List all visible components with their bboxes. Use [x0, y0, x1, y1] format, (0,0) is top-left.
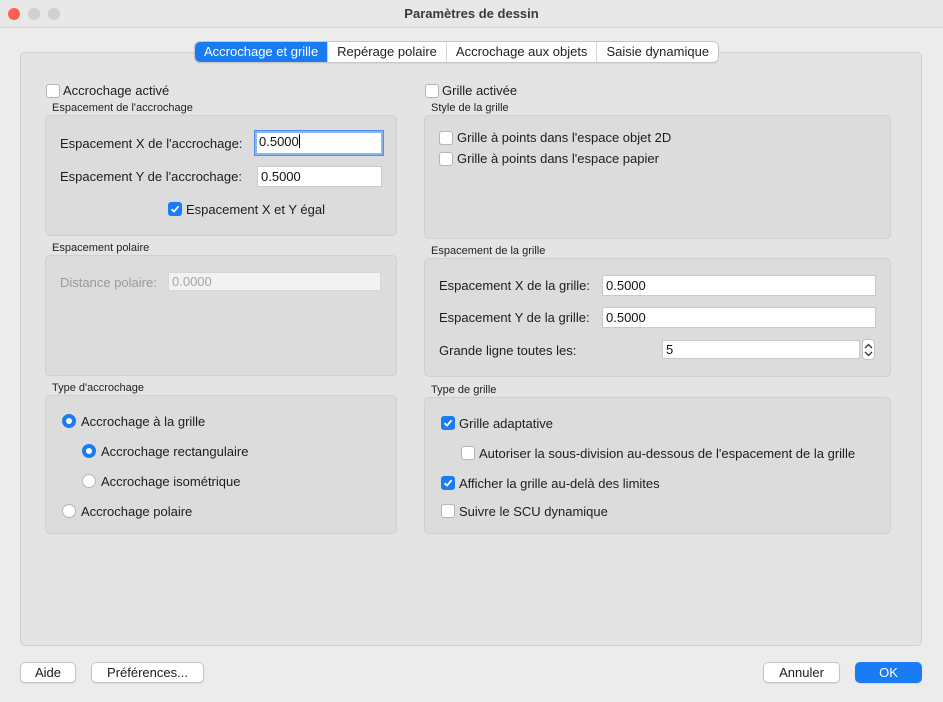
- equal-xy-checkbox[interactable]: [168, 202, 182, 216]
- dot-grid-2d-checkbox[interactable]: [439, 131, 453, 145]
- adaptive-grid-label: Grille adaptative: [459, 416, 553, 431]
- major-line-label: Grande ligne toutes les:: [439, 343, 577, 358]
- snap-spacing-group-label: Espacement de l'accrochage: [52, 102, 193, 114]
- beyond-limits-checkbox[interactable]: [441, 476, 455, 490]
- snap-type-group-label: Type d'accrochage: [52, 382, 144, 394]
- polar-spacing-group-label: Espacement polaire: [52, 242, 150, 254]
- dot-grid-paper-checkbox[interactable]: [439, 152, 453, 166]
- grid-on-label: Grille activée: [442, 83, 518, 98]
- dynamic-ucs-label: Suivre le SCU dynamique: [459, 504, 608, 519]
- isometric-snap-radio[interactable]: [82, 474, 96, 488]
- polar-snap-radio[interactable]: [62, 504, 76, 518]
- snap-on-checkbox[interactable]: [46, 84, 60, 98]
- preferences-button[interactable]: Préférences...: [91, 662, 204, 683]
- rectangular-snap-label: Accrochage rectangulaire: [101, 444, 249, 459]
- grid-y-input[interactable]: 0.5000: [602, 307, 876, 328]
- polar-distance-label: Distance polaire:: [60, 275, 157, 290]
- window-title: Paramètres de dessin: [404, 6, 539, 21]
- grid-x-label: Espacement X de la grille:: [439, 278, 591, 293]
- chevron-up-icon: [864, 343, 873, 349]
- major-line-stepper[interactable]: [862, 339, 875, 360]
- grid-snap-radio[interactable]: [62, 414, 76, 428]
- polar-distance-input: 0.0000: [168, 272, 381, 291]
- subdivision-label: Autoriser la sous-division au-dessous de l'espacement de la grille: [479, 446, 856, 461]
- cancel-button[interactable]: Annuler: [763, 662, 840, 683]
- tab-snap-and-grid[interactable]: Accrochage et grille: [195, 42, 328, 62]
- snap-y-label: Espacement Y de l'accrochage:: [60, 169, 242, 184]
- snap-x-input[interactable]: 0.5000: [255, 131, 383, 155]
- rectangular-snap-radio[interactable]: [82, 444, 96, 458]
- help-button[interactable]: Aide: [20, 662, 76, 683]
- polar-snap-label: Accrochage polaire: [81, 504, 193, 519]
- beyond-limits-label: Afficher la grille au-delà des limites: [459, 476, 660, 491]
- subdivision-checkbox[interactable]: [461, 446, 475, 460]
- grid-x-input[interactable]: 0.5000: [602, 275, 876, 296]
- grid-spacing-group-label: Espacement de la grille: [431, 245, 546, 257]
- chevron-down-icon: [864, 351, 873, 357]
- tab-dynamic-input[interactable]: Saisie dynamique: [606, 44, 710, 59]
- tab-polar-tracking[interactable]: Repérage polaire: [328, 42, 447, 62]
- title-bar: [0, 0, 943, 28]
- tab-object-snap[interactable]: Accrochage aux objets: [447, 42, 598, 62]
- adaptive-grid-checkbox[interactable]: [441, 416, 455, 430]
- snap-y-input[interactable]: 0.5000: [257, 166, 382, 187]
- snap-x-label: Espacement X de l'accrochage:: [60, 136, 243, 151]
- dynamic-ucs-checkbox[interactable]: [441, 504, 455, 518]
- grid-type-group-label: Type de grille: [431, 384, 497, 396]
- snap-on-label: Accrochage activé: [63, 83, 170, 98]
- major-line-input[interactable]: 5: [662, 340, 860, 359]
- ok-button[interactable]: OK: [855, 662, 922, 683]
- tab-bar: [194, 41, 719, 63]
- dot-grid-paper-label: Grille à points dans l'espace papier: [457, 151, 659, 166]
- grid-y-label: Espacement Y de la grille:: [439, 310, 590, 325]
- grid-snap-label: Accrochage à la grille: [81, 414, 206, 429]
- equal-xy-label: Espacement X et Y égal: [186, 202, 326, 217]
- dot-grid-2d-label: Grille à points dans l'espace objet 2D: [457, 130, 672, 145]
- isometric-snap-label: Accrochage isométrique: [101, 474, 241, 489]
- grid-on-checkbox[interactable]: [425, 84, 439, 98]
- grid-style-group-label: Style de la grille: [431, 102, 509, 114]
